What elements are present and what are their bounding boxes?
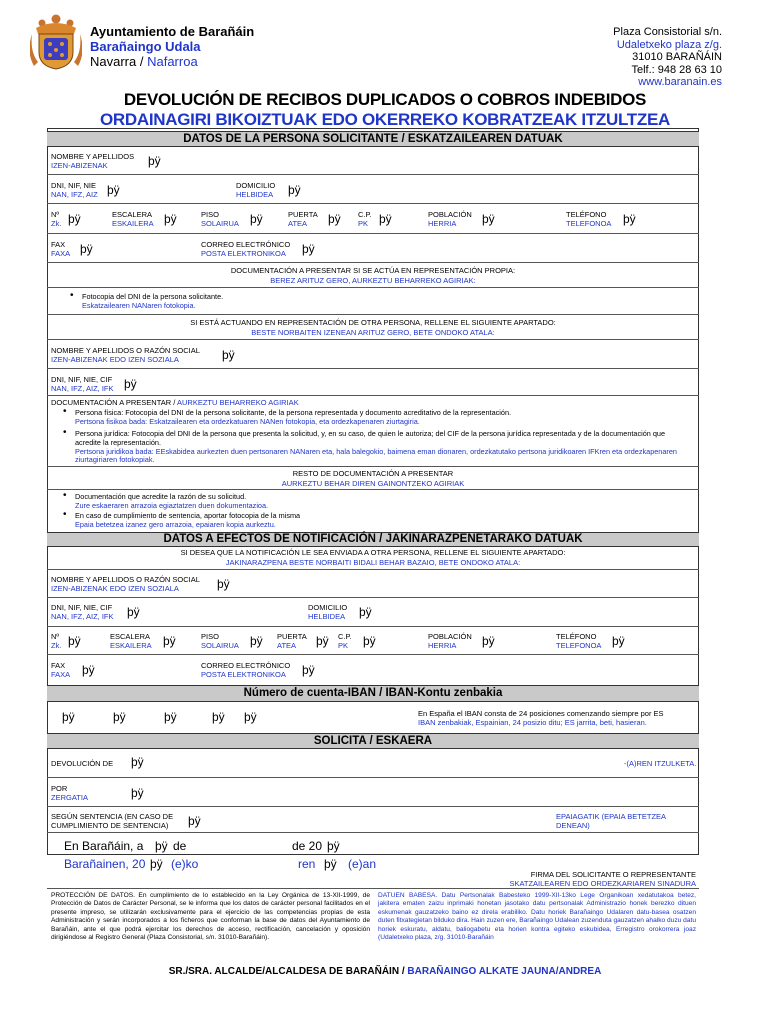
input-poblacion[interactable]: þÿ: [482, 212, 495, 226]
firma-lugar-es: En Barañáin, a: [64, 839, 144, 853]
input-dni[interactable]: þÿ: [107, 183, 120, 197]
form-title-eu: ORDAINAGIRI BIKOIZTUAK EDO OKERREKO KOBRATZEAK ITZULTZEA: [100, 110, 670, 129]
doc-persona-juridica: • Persona jurídica: Fotocopia del DNI de la persona que presenta la solicitud, y, en su caso, de quien le autoriza; del CIF de la persona jurídica representada y de la documentación que acredite la representación. Pertsona juridikoa bada: EEskabidea aurkezten duen pertsonaren NANaren eta, hala balegokio, baimena eman dionaren, ordezkatutako pertsona juridikoaren IFKren eta ordezkapenaren ziurtagiriaren fotokopiak.: [75, 430, 685, 465]
form-title-es: DEVOLUCIÓN DE RECIBOS DUPLICADOS O COBROS INDEBIDOS: [123, 90, 647, 109]
phone: Telf.: 948 28 63 10: [631, 63, 722, 76]
input-cp[interactable]: þÿ: [379, 212, 392, 226]
label-escalera: ESCALERA ESKAILERA: [112, 210, 154, 228]
input-domicilio[interactable]: þÿ: [288, 183, 301, 197]
iban-field-4[interactable]: þÿ: [212, 710, 225, 724]
doc-persona-fisica: • Persona física: Fotocopia del DNI de la persona solicitante, de la persona representada y documento acreditativo de la representación. Pertsona fisikoa bada: Eskatzailearen eta ordezkatuaren NANen fotokopia, eta ordezkapenaren ziurtagiria.: [75, 409, 675, 427]
iban-field-5[interactable]: þÿ: [244, 710, 257, 724]
section-header-solicita: SOLICITA / ESKAERA: [47, 733, 699, 749]
input-dni-notif[interactable]: þÿ: [127, 605, 140, 619]
iban-field-2[interactable]: þÿ: [113, 710, 126, 724]
label-correo-notif: CORREO ELECTRÓNICO POSTA ELEKTRONIKOA: [201, 661, 291, 679]
firma-ren: ren: [298, 857, 316, 871]
section-header-iban: Número de cuenta-IBAN / IBAN-Kontu zenbakia: [47, 685, 699, 702]
label-devolucion-eu: -(A)REN ITZULKETA.: [624, 759, 697, 768]
input-telefono[interactable]: þÿ: [623, 212, 636, 226]
label-puerta-notif: PUERTA ATEA: [277, 632, 307, 650]
section-header-notificacion: DATOS A EFECTOS DE NOTIFICACIÓN / JAKINARAZPENETARAKO DATUAK: [47, 532, 699, 547]
resto-doc-heading: RESTO DE DOCUMENTACIÓN A PRESENTAR AURKEZTU BEHAR DIREN GAINONTZEKO AGIRIAK: [281, 469, 465, 488]
input-por[interactable]: þÿ: [131, 786, 144, 800]
input-numero-notif[interactable]: þÿ: [68, 634, 81, 648]
address-es: Plaza Consistorial s/n.: [613, 26, 722, 38]
label-puerta: PUERTA ATEA: [288, 210, 318, 228]
notif-heading: SI DESEA QUE LA NOTIFICACIÓN LE SEA ENVIADA A OTRA PERSONA, RELLENE EL SIGUIENTE APARTADO: JAKINARAZPENA BESTE NORBAITI BIDALI BEHAR BAZAIO, BETE ONDOKO ATALA:: [180, 548, 566, 567]
label-devolucion: DEVOLUCIÓN DE: [51, 759, 114, 768]
label-razon-representante: NOMBRE Y APELLIDOS O RAZÓN SOCIAL IZEN-ABIZENAK EDO IZEN SOZIALA: [51, 346, 200, 364]
postal-code: 31010 BARAÑÁIN: [632, 51, 722, 63]
label-telefono-notif: TELÉFONO TELEFONOA: [556, 632, 602, 650]
input-poblacion-notif[interactable]: þÿ: [482, 634, 495, 648]
input-puerta[interactable]: þÿ: [328, 212, 341, 226]
label-poblacion-notif: POBLACIÓN HERRIA: [428, 632, 472, 650]
doc-propia-heading: DOCUMENTACIÓN A PRESENTAR SI SE ACTÚA EN REPRESENTACIÓN PROPIA: BEREZ ARITUZ GERO, AURKEZTU BEHARREKO AGIRIAK:: [230, 266, 516, 285]
municipal-coat-of-arms-logo: [30, 12, 82, 70]
label-dni-notif: DNI, NIF, NIE, CIF NAN, IFZ, AIZ, IFK: [51, 603, 114, 621]
org-contact: [613, 26, 722, 89]
input-cp-notif[interactable]: þÿ: [363, 634, 376, 648]
org-name-es: Ayuntamiento de Barañáin: [90, 24, 255, 39]
firma-lugar-eu: Barañainen, 20: [64, 857, 146, 871]
input-anio[interactable]: þÿ: [327, 839, 340, 853]
resto-doc-item-1: • Documentación que acredite la razón de su solicitud. Zure eskaeraren arrazoia egiaztatzen duen dokumentazioa.: [75, 493, 268, 511]
iban-field-3[interactable]: þÿ: [164, 710, 177, 724]
firma-de: de: [173, 839, 187, 853]
label-correo: CORREO ELECTRÓNICO POSTA ELEKTRONIKOA: [201, 240, 291, 258]
label-domicilio-notif: DOMICILIO HELBIDEA: [308, 603, 348, 621]
label-por: POR ZERGATIA: [51, 784, 88, 802]
data-protection-es: PROTECCIÓN DE DATOS. En cumplimiento de lo establecido en la Ley Orgánica de 13-XII-1999, de Protección de Datos de Carácter Personal, se le informa que los datos de carácter personal facilitados en el presente impreso, se utilizarán exclusivamente para el ejercicio de las competencias propias de esta Administración y serán incorporados a los ficheros que conforman la base de datos del Ayuntamiento de Barañáin, ante el que podrá ejercitar los derechos de acceso, rectificación, cancelación y oposición dirigiéndose al Registro General (Plaza Consistorial, s/n. 31010-Barañáin).: [51, 892, 370, 942]
input-puerta-notif[interactable]: þÿ: [316, 634, 329, 648]
website-link[interactable]: www.baranain.es: [638, 76, 722, 88]
input-dni-representante[interactable]: þÿ: [124, 377, 137, 391]
label-dni-representante: DNI, NIF, NIE, CIF NAN, IFZ, AIZ, IFK: [51, 375, 114, 393]
label-cp-notif: C.P. PK: [338, 632, 352, 650]
label-fax-notif: FAX FAXA: [51, 661, 71, 679]
firma-ean: (e)an: [348, 857, 377, 871]
label-telefono: TELÉFONO TELEFONOA: [566, 210, 612, 228]
input-escalera-notif[interactable]: þÿ: [163, 634, 176, 648]
label-cp: C.P. PK: [358, 210, 372, 228]
label-escalera-notif: ESCALERA ESKAILERA: [110, 632, 152, 650]
label-nombre: NOMBRE Y APELLIDOS IZEN-ABIZENAK: [51, 152, 135, 170]
section-header-solicitante: DATOS DE LA PERSONA SOLICITANTE / ESKATZAILEAREN DATUAK: [47, 131, 699, 147]
label-numero-notif: Nº Zk.: [51, 632, 62, 650]
doc-propia-item: • Fotocopia del DNI de la persona solicitante. Eskatzailearen NANaren fotokopia.: [82, 293, 223, 311]
addressee-footer: SR./SRA. ALCALDE/ALCALDESA DE BARAÑÁIN / BARAÑAINGO ALKATE JAUNA/ANDREA: [168, 966, 602, 977]
input-escalera[interactable]: þÿ: [164, 212, 177, 226]
resto-doc-item-2: • En caso de cumplimiento de sentencia, aportar fotocopia de la misma Epaia betetzea izanez gero arrazoia, epaiaren kopia aurkeztu.: [75, 512, 300, 530]
data-protection-eu: DATUEN BABESA. Datu Pertsonalak Babesteko 1999-XII-13ko Lege Organikoan xedatutakoa betez, jakitera ematen zaizu inprimaki honetan jasotako datu pertsonalak Administrazio honek berezko dituen eskumenak gauzatzeko baino ez direla erabiliko. Datu horiek Barañaingo Udalaren datu-basea osatzen duten fitxategietan bilduko dira. Hain zuzen ere, Barañaingo Udalean zuzenduta gauzatzen ahalko duzu datu horiek eskuratu, aldatu, baliogabetu eta horien kontra egiteko eskubidea, Erregistro orokorrera joaz (Udaletxeko plaza, z/g. 31010-Barañáin: [378, 892, 696, 942]
label-numero: Nº Zk.: [51, 210, 62, 228]
address-eu: Udaletxeko plaza z/g.: [616, 38, 722, 51]
input-dia-eu[interactable]: þÿ: [324, 857, 337, 871]
org-name-eu: Barañaingo Udala: [90, 39, 201, 54]
input-nombre[interactable]: þÿ: [148, 154, 161, 168]
firma-eko: (e)ko: [171, 857, 199, 871]
input-sentencia[interactable]: þÿ: [188, 814, 201, 828]
input-piso-notif[interactable]: þÿ: [250, 634, 263, 648]
input-domicilio-notif[interactable]: þÿ: [359, 605, 372, 619]
input-dia[interactable]: þÿ: [155, 839, 168, 853]
label-sentencia-eu: EPAIAGATIK (EPAIA BETETZEA DENEAN): [556, 812, 667, 830]
label-domicilio: DOMICILIO HELBIDEA: [236, 181, 276, 199]
label-piso-notif: PISO SOLAIRUA: [201, 632, 239, 650]
label-sentencia: SEGÚN SENTENCIA (EN CASO DE CUMPLIMIENTO DE SENTENCIA): [51, 812, 174, 830]
input-fax[interactable]: þÿ: [80, 242, 93, 256]
label-fax: FAX FAXA: [51, 240, 71, 258]
region: Navarra / Nafarroa: [90, 54, 198, 69]
iban-note: En España el IBAN consta de 24 posiciones comenzando siempre por ES IBAN zenbakiak, Espainian, 24 posizio ditu; ES jarrita, beti, hasieran.: [418, 709, 664, 727]
label-piso: PISO SOLAIRUA: [201, 210, 239, 228]
input-anio-eu[interactable]: þÿ: [150, 857, 163, 871]
input-correo-notif[interactable]: þÿ: [302, 663, 315, 677]
input-fax-notif[interactable]: þÿ: [82, 663, 95, 677]
iban-field-1[interactable]: þÿ: [62, 710, 75, 724]
input-devolucion[interactable]: þÿ: [131, 755, 144, 769]
doc-representacion-heading: DOCUMENTACIÓN A PRESENTAR / AURKEZTU BEHARREKO AGIRIAK: [51, 398, 299, 407]
signature-label: FIRMA DEL SOLICITANTE O REPRESENTANTE SKATZAILEAREN EDO ORDEZKARIAREN SINADURA: [509, 870, 696, 888]
label-dni: DNI, NIF, NIE NAN, IFZ, AIZ: [51, 181, 98, 199]
input-numero[interactable]: þÿ: [68, 212, 81, 226]
input-correo[interactable]: þÿ: [302, 242, 315, 256]
input-razon-representante[interactable]: þÿ: [222, 348, 235, 362]
firma-de20: de 20: [292, 839, 323, 853]
label-poblacion: POBLACIÓN HERRIA: [428, 210, 472, 228]
input-piso[interactable]: þÿ: [250, 212, 263, 226]
label-razon-notif: NOMBRE Y APELLIDOS O RAZÓN SOCIAL IZEN-ABIZENAK EDO IZEN SOZIALA: [51, 575, 200, 593]
input-razon-notif[interactable]: þÿ: [217, 577, 230, 591]
input-telefono-notif[interactable]: þÿ: [612, 634, 625, 648]
representacion-heading: SI ESTÁ ACTUANDO EN REPRESENTACIÓN DE OTRA PERSONA, RELLENE EL SIGUIENTE APARTADO: BESTE NORBAITEN IZENEAN ARITUZ GERO, BETE ONDOKO ATALA:: [190, 318, 556, 337]
